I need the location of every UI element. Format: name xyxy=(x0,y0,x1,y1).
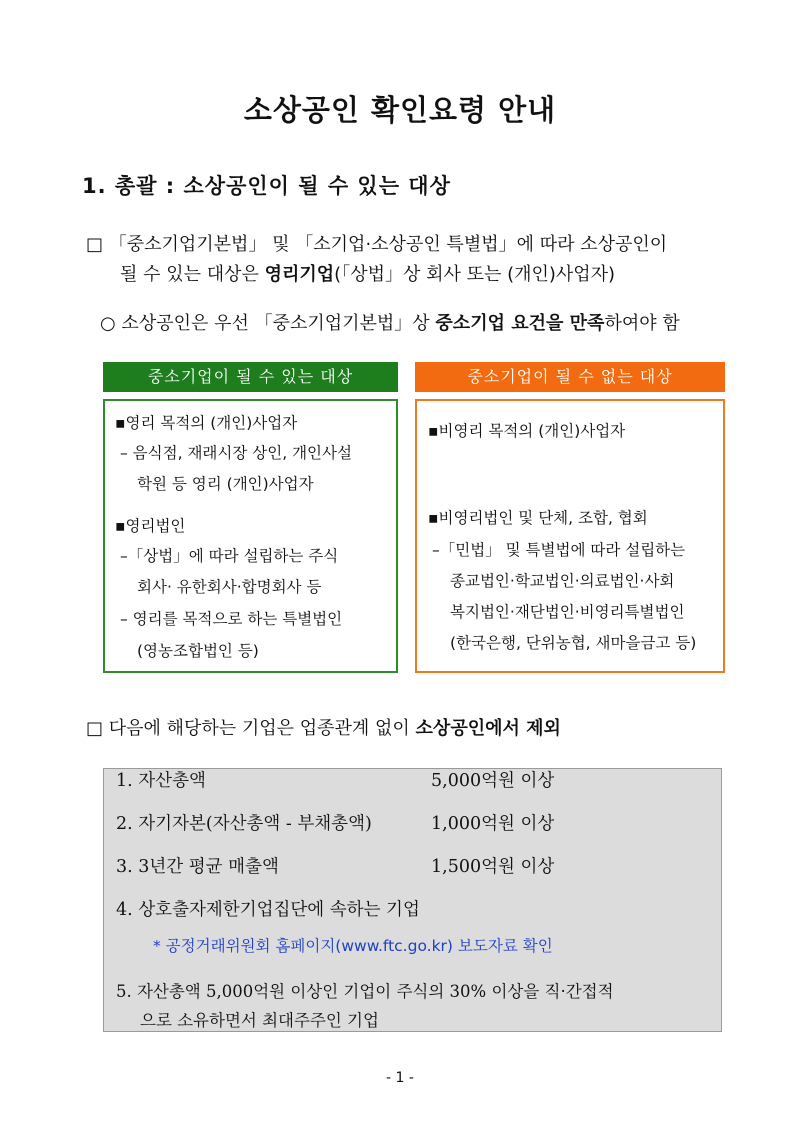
can-item: 학원 등 영리 (개인)사업자 xyxy=(137,475,314,493)
cannot-item: 종교법인·학교법인·의료법인·사회 xyxy=(450,572,675,590)
criteria-label: 으로 소유하면서 최대주주인 기업 xyxy=(140,1011,379,1030)
cannot-item: ▪비영리법인 및 단체, 조합, 협회 xyxy=(428,509,648,527)
ftc-note: * 공정거래위원회 홈페이지(www.ftc.go.kr) 보도자료 확인 xyxy=(153,937,553,955)
can-item: (영농조합법인 등) xyxy=(137,642,259,660)
intro-line-1: □ 「중소기업기본법」 및 「소기업·소상공인 특별법」에 따라 소상공인이 xyxy=(86,234,668,255)
can-item: 회사· 유한회사·합명회사 등 xyxy=(137,578,322,596)
can-item: ▪영리법인 xyxy=(115,517,186,535)
cannot-item: –「민법」 및 특별법에 따라 설립하는 xyxy=(432,541,686,559)
can-header: 중소기업이 될 수 있는 대상 xyxy=(103,362,398,392)
cannot-item: 복지법인·재단법인·비영리특별법인 xyxy=(450,603,685,621)
criteria-label: 2. 자기자본(자산총액 - 부채총액) xyxy=(116,814,372,834)
exclude-heading: □ 다음에 해당하는 기업은 업종관계 없이 소상공인에서 제외 xyxy=(86,718,561,739)
cannot-item: ▪비영리 목적의 (개인)사업자 xyxy=(428,422,626,440)
criteria-value: 1,500억원 이상 xyxy=(431,857,555,877)
page-number: - 1 - xyxy=(386,1070,414,1086)
criteria-value: 1,000억원 이상 xyxy=(431,814,555,834)
can-item: – 음식점, 재래시장 상인, 개인사설 xyxy=(120,444,352,462)
criteria-label: 3. 3년간 평균 매출액 xyxy=(116,857,279,877)
can-item: – 영리를 목적으로 하는 특별법인 xyxy=(120,610,343,628)
cannot-item: (한국은행, 단위농협, 새마을금고 등) xyxy=(450,634,697,652)
criteria-label: 4. 상호출자제한기업집단에 속하는 기업 xyxy=(116,900,420,920)
document-title: 소상공인 확인요령 안내 xyxy=(243,93,557,127)
intro-sub-point: ○ 소상공인은 우선 「중소기업기본법」상 중소기업 요건을 만족하여야 함 xyxy=(100,313,680,334)
criteria-label: 5. 자산총액 5,000억원 이상인 기업이 주식의 30% 이상을 직·간접적 xyxy=(116,982,614,1001)
criteria-label: 1. 자산총액 xyxy=(116,771,206,791)
criteria-value: 5,000억원 이상 xyxy=(431,771,555,791)
cannot-header: 중소기업이 될 수 없는 대상 xyxy=(415,362,725,392)
can-box xyxy=(103,399,398,673)
intro-line-2: 될 수 있는 대상은 영리기업(「상법」상 회사 또는 (개인)사업자) xyxy=(120,264,616,285)
can-item: –「상법」에 따라 설립하는 주식 xyxy=(120,547,339,565)
can-item: ▪영리 목적의 (개인)사업자 xyxy=(115,414,298,432)
section-heading: 1. 총괄 : 소상공인이 될 수 있는 대상 xyxy=(82,174,451,198)
